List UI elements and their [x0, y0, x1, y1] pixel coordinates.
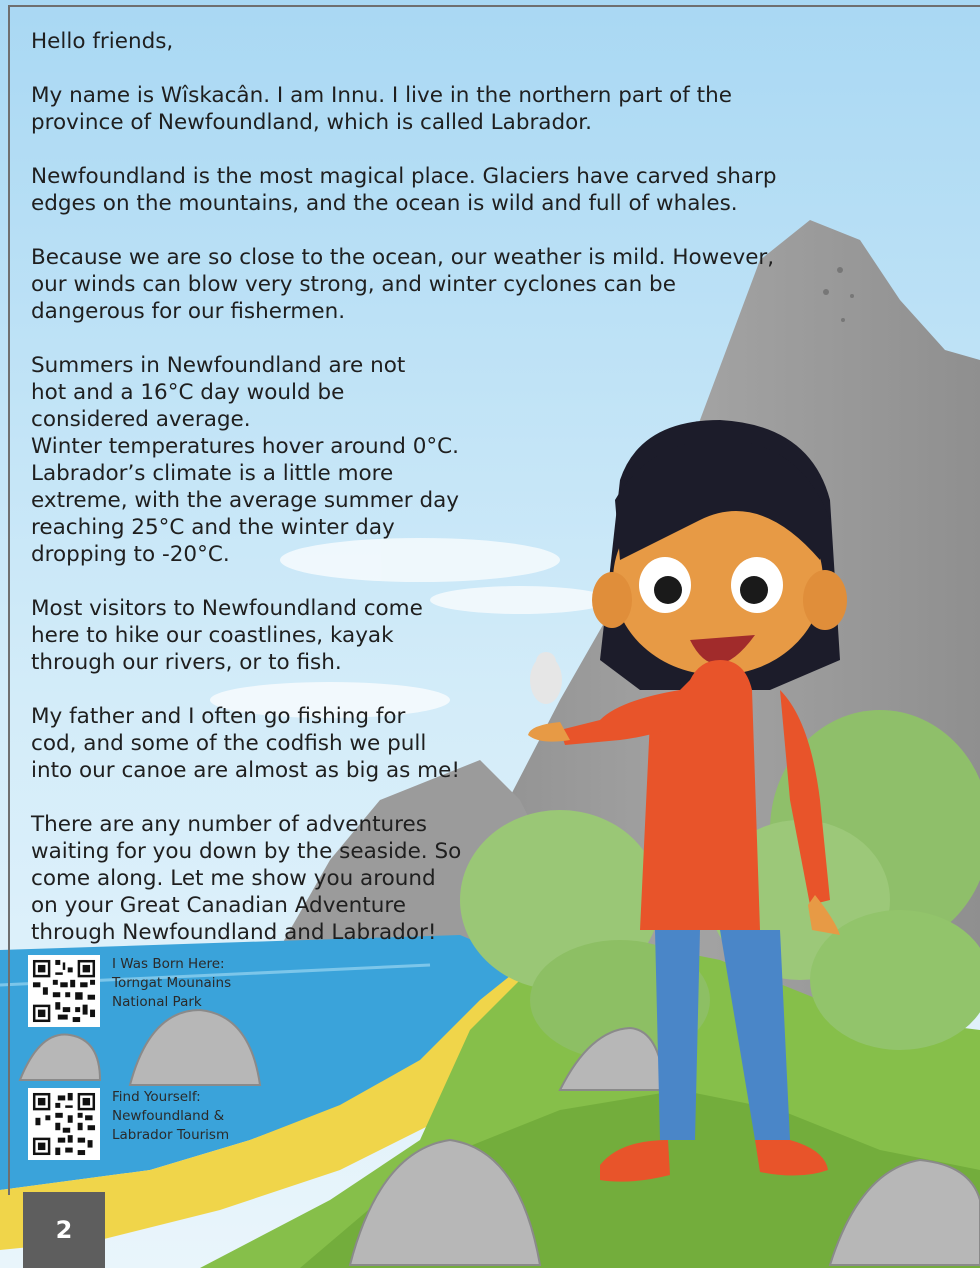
frame-top: [8, 5, 980, 7]
page-number-box: [23, 1192, 105, 1268]
qr-code-icon[interactable]: [28, 1088, 100, 1160]
qr-code-icon[interactable]: [28, 955, 100, 1027]
qr-caption-torngat: I Was Born Here: Torngat Mounains National Park: [112, 956, 232, 1010]
qr-caption-tourism: Find Yourself: Newfoundland & Labrador Tourism: [112, 1089, 230, 1143]
qr-link-tourism[interactable]: [28, 1088, 229, 1160]
frame-left: [8, 5, 10, 1195]
paragraph-fishing: My father and I often go fishing for cod, and some of the codfish we pull into our canoe are almost as big as me!: [31, 704, 460, 783]
paragraph-landscape: Newfoundland is the most magical place. Glaciers have carved sharp edges on the mountains, and the ocean is wild and full of whales.: [31, 164, 777, 216]
greeting: Hello friends,: [31, 29, 174, 54]
paragraph-temperatures: Summers in Newfoundland are not hot and a 16°C day would be considered average. Winter temperatures hover around 0°C. Labrador’s climate is a little more extreme, with the average summer day reaching 25°C and the winter day dropping to -20°C.: [31, 353, 460, 567]
paragraph-weather: Because we are so close to the ocean, our weather is mild. However, our winds can blow very strong, and winter cyclones can be dangerous for our fishermen.: [31, 245, 775, 324]
letter-text: [31, 28, 791, 973]
paragraph-intro: My name is Wîskacân. I am Innu. I live in the northern part of the province of Newfoundland, which is called Labrador.: [31, 83, 732, 135]
paragraph-invitation: There are any number of adventures waiting for you down by the seaside. So come along. Let me show you around on your Great Canadian Adventure through Newfoundland and Labrador!: [31, 812, 462, 945]
paragraph-visitors: Most visitors to Newfoundland come here to hike our coastlines, kayak through our rivers, or to fish.: [31, 596, 423, 675]
page-number: 2: [55, 1216, 73, 1244]
qr-link-torngat[interactable]: [28, 955, 231, 1027]
